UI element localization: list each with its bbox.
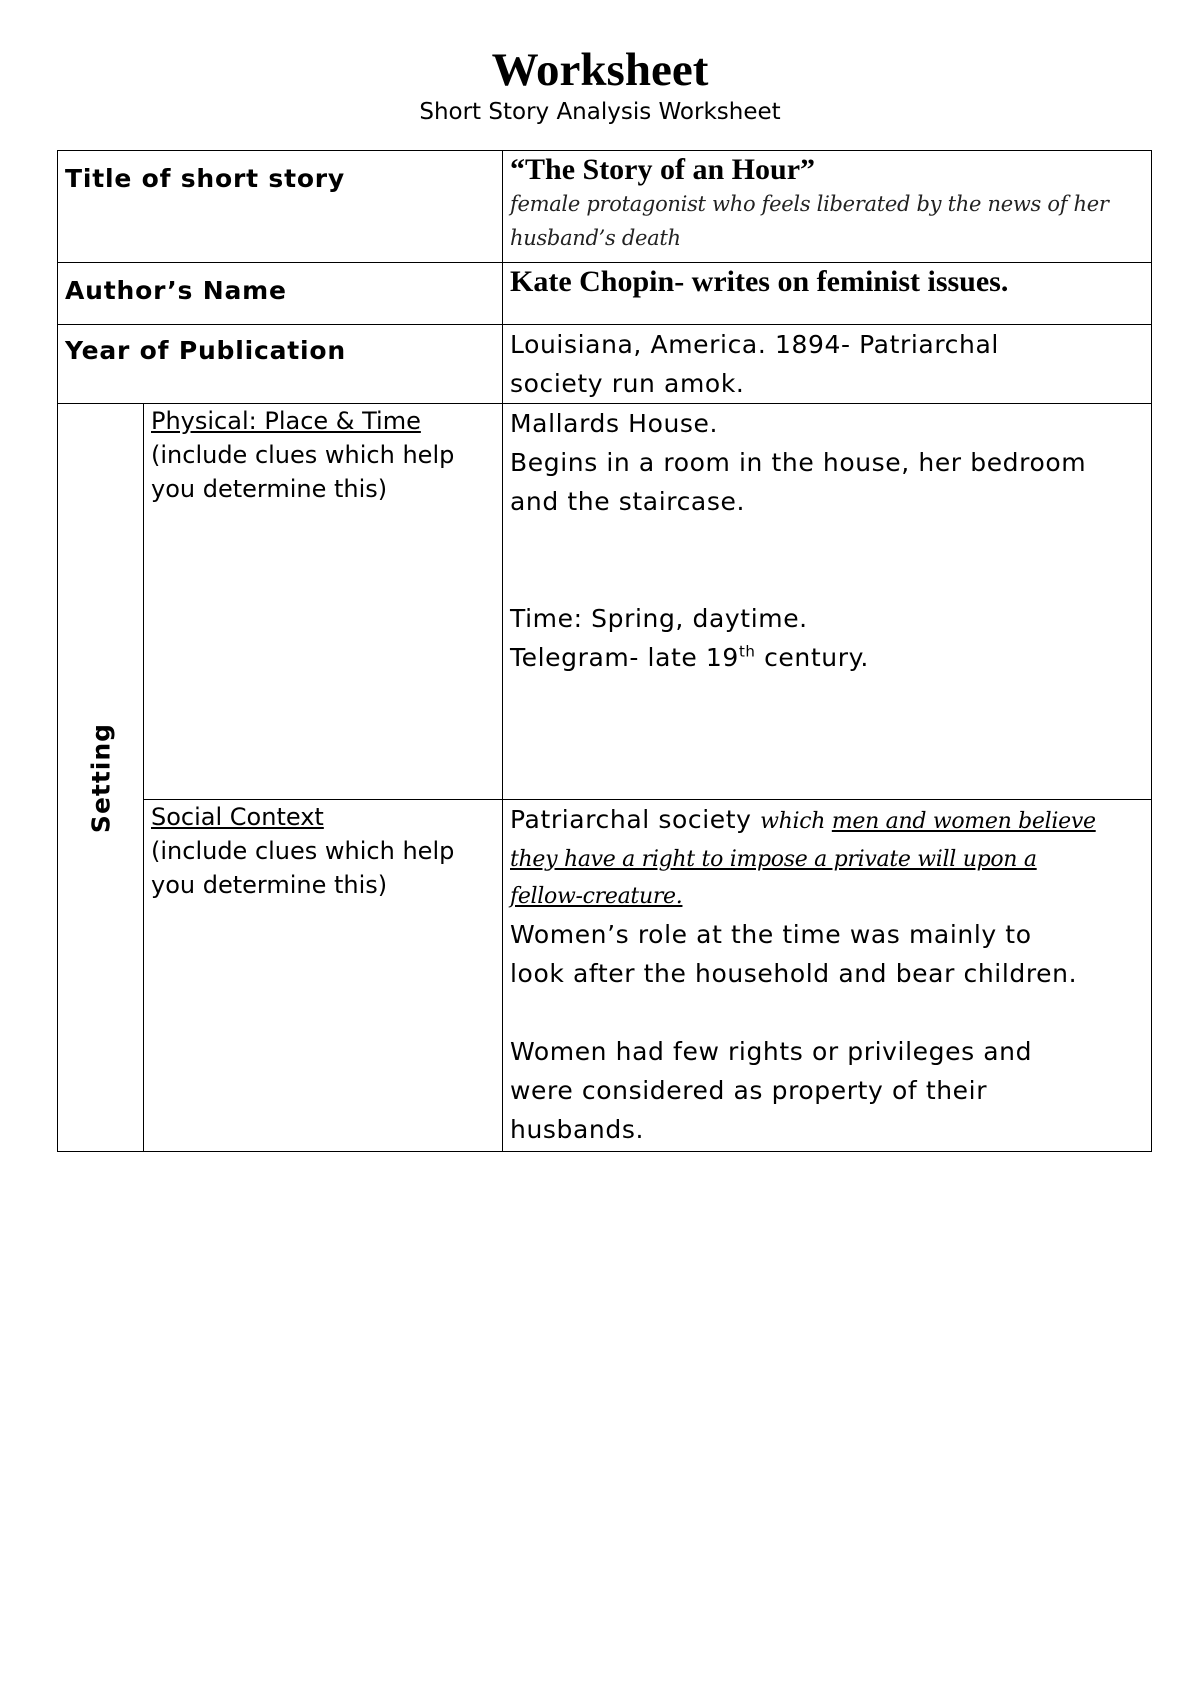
title-label: Title of short story	[65, 164, 346, 193]
social-quote-u1: men and women believe	[831, 809, 1096, 834]
physical-value-cell	[503, 404, 1152, 800]
table-row	[58, 325, 1152, 404]
blank-line	[510, 521, 1144, 560]
title-value-cell	[503, 151, 1152, 263]
year-label: Year of Publication	[65, 336, 346, 365]
worksheet-header	[0, 42, 1200, 126]
story-note-line-1: female protagonist who feels liberated by the news of her	[510, 192, 1109, 216]
year-value-cell	[503, 325, 1152, 404]
physical-label-cell	[144, 404, 503, 800]
social-lead: Patriarchal society	[510, 805, 761, 834]
table-row	[58, 263, 1152, 325]
title-label-cell	[58, 151, 503, 263]
year-line-2: society run amok.	[510, 369, 745, 398]
social-heading: Social Context	[151, 803, 324, 831]
physical-note: (include clues which help you determine this)	[151, 441, 455, 503]
author-name: Kate Chopin- writes on feminist issues.	[510, 265, 1009, 298]
social-para2-line-1: Women had few rights or privileges and	[510, 1037, 1033, 1066]
author-label: Author’s Name	[65, 276, 287, 305]
physical-line-1: Mallards House.	[510, 409, 719, 438]
blank-line	[510, 993, 1144, 1032]
physical-line-5	[510, 638, 1144, 677]
social-value-cell	[503, 800, 1152, 1152]
page-title: Worksheet	[491, 44, 709, 96]
table-row	[58, 800, 1152, 1152]
physical-line-5-post: century.	[755, 643, 869, 672]
social-quote-u2: they have a right to impose a private will upon a	[510, 847, 1037, 872]
story-note-line-2: husband’s death	[510, 226, 681, 250]
year-line-1: Louisiana, America. 1894- Patriarchal	[510, 330, 999, 359]
social-quote-plain: which	[760, 809, 832, 834]
author-label-cell	[58, 263, 503, 325]
analysis-table	[57, 150, 1152, 1152]
social-note: (include clues which help you determine this)	[151, 837, 455, 899]
table-row	[58, 404, 1152, 800]
physical-line-2: Begins in a room in the house, her bedroom	[510, 448, 1087, 477]
social-quote-u3: fellow-creature.	[510, 884, 683, 909]
social-para2-line-3: husbands.	[510, 1115, 644, 1144]
year-label-cell	[58, 325, 503, 404]
social-para1-line-1: Women’s role at the time was mainly to	[510, 920, 1032, 949]
physical-line-4: Time: Spring, daytime.	[510, 604, 808, 633]
social-para2-line-2: were considered as property of their	[510, 1076, 988, 1105]
blank-line	[510, 560, 1144, 599]
table-row	[58, 151, 1152, 263]
story-title: “The Story of an Hour”	[510, 153, 816, 186]
physical-line-5-sup: th	[738, 642, 756, 661]
author-value-cell	[503, 263, 1152, 325]
social-label-cell	[144, 800, 503, 1152]
social-quote-line-1	[510, 800, 1144, 841]
physical-heading: Physical: Place & Time	[151, 407, 421, 435]
physical-line-5-pre: Telegram- late 19	[510, 643, 739, 672]
page-subtitle: Short Story Analysis Worksheet	[419, 99, 781, 125]
physical-line-3: and the staircase.	[510, 487, 745, 516]
social-para1-line-2: look after the household and bear children.	[510, 959, 1078, 988]
setting-label: Setting	[86, 722, 115, 833]
setting-label-cell	[58, 404, 144, 1152]
